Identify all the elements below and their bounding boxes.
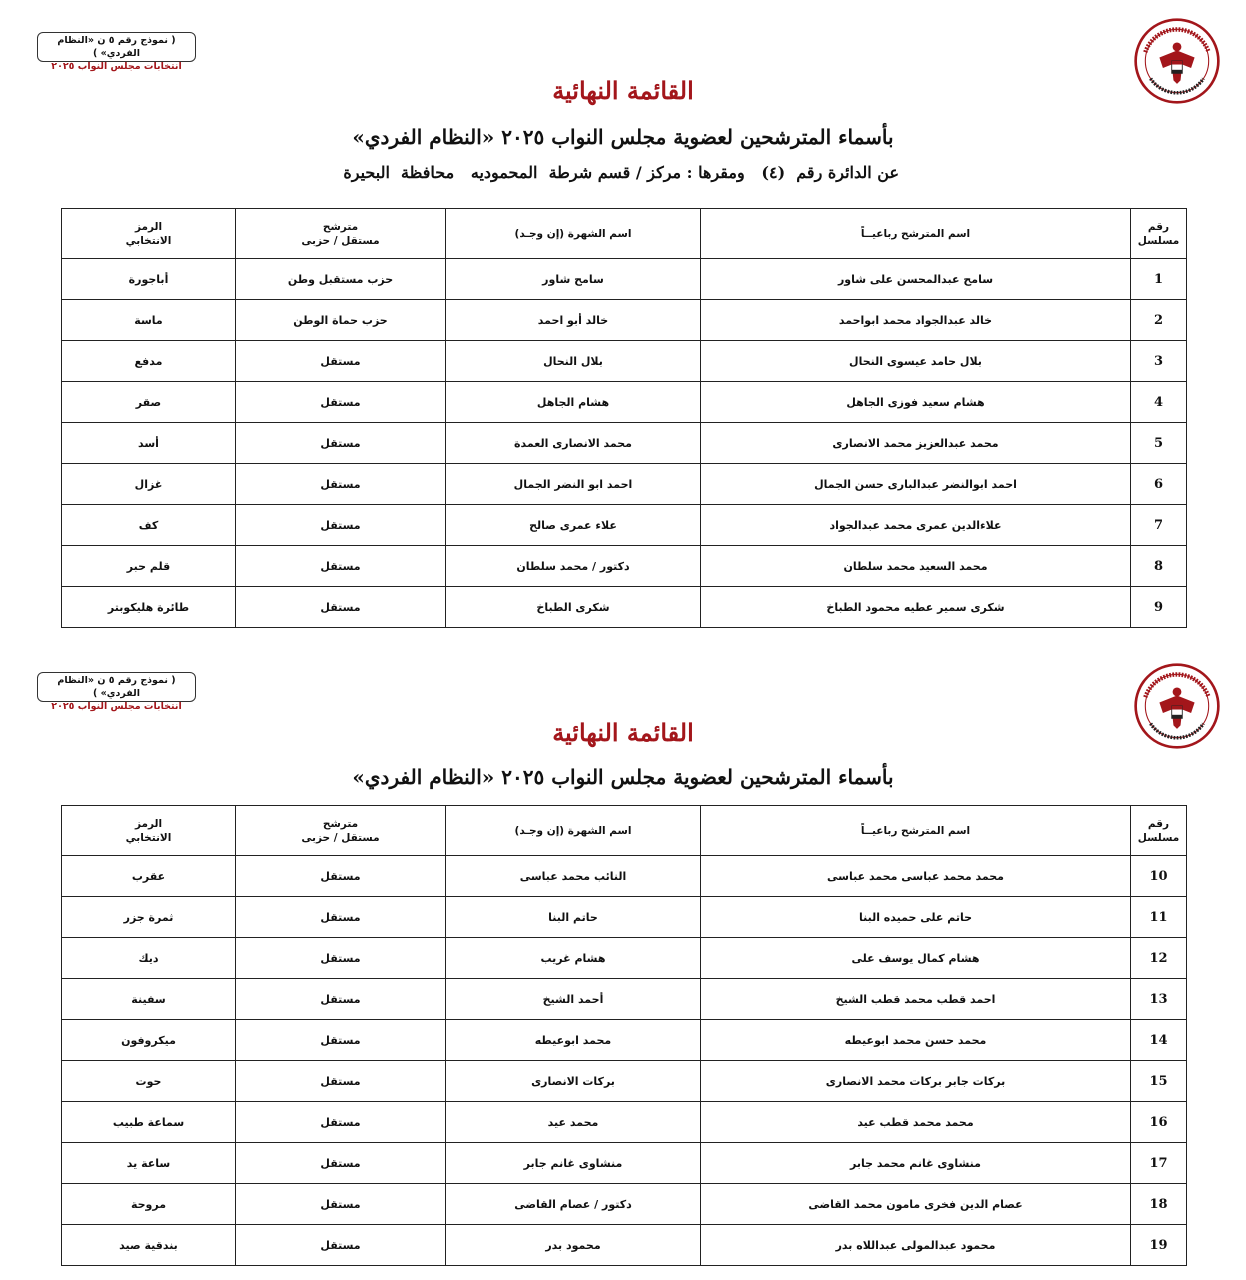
page-title: القائمة النهائية <box>552 76 694 105</box>
serial-cell: 8 <box>1131 546 1187 587</box>
fame-name-cell: محمد عيد <box>446 1102 701 1143</box>
serial-cell: 10 <box>1131 856 1187 897</box>
serial-cell: 17 <box>1131 1143 1187 1184</box>
candidate-type-cell: حزب حماة الوطن <box>236 300 446 341</box>
form-number-label: ( نموذج رقم ٥ ن «النظام الفردي» ) <box>57 35 176 59</box>
table-row <box>62 897 1187 938</box>
fame-name-cell: خالد أبو احمد <box>446 300 701 341</box>
district-info: عن الدائرة رقم (٤) ومقرها : مركز / قسم شرطة المحموديه محافظة البحيرة <box>343 163 899 182</box>
candidate-name-cell: علاءالدين عمرى محمد عبدالجواد <box>701 505 1131 546</box>
candidate-type-cell: مستقل <box>236 938 446 979</box>
electoral-symbol-cell: ماسة <box>62 300 236 341</box>
form-number-badge <box>37 672 196 712</box>
serial-cell: 18 <box>1131 1184 1187 1225</box>
candidate-type-cell: مستقل <box>236 1225 446 1266</box>
electoral-symbol-cell: أباجورة <box>62 259 236 300</box>
fame-name-cell: علاء عمرى صالح <box>446 505 701 546</box>
electoral-symbol-cell: ديك <box>62 938 236 979</box>
fame-name-cell: دكتور / محمد سلطان <box>446 546 701 587</box>
candidate-name-cell: شكرى سمير عطيه محمود الطباخ <box>701 587 1131 628</box>
header-candidate-type: مترشح مستقل / حزبى <box>236 209 446 259</box>
election-name-label: انتخابات مجلس النواب ٢٠٢٥ <box>51 61 182 72</box>
candidate-name-cell: هشام سعيد فوزى الجاهل <box>701 382 1131 423</box>
serial-cell: 19 <box>1131 1225 1187 1266</box>
table-header-row <box>62 209 1187 259</box>
table-row <box>62 546 1187 587</box>
electoral-symbol-cell: عقرب <box>62 856 236 897</box>
table-row <box>62 505 1187 546</box>
page-subtitle: بأسماء المترشحين لعضوية مجلس النواب ٢٠٢٥ «النظام الفردي» <box>352 125 894 149</box>
table-row <box>62 856 1187 897</box>
electoral-symbol-cell: ساعة يد <box>62 1143 236 1184</box>
fame-name-cell: بركات الانصارى <box>446 1061 701 1102</box>
table-row <box>62 1143 1187 1184</box>
candidate-name-cell: عصام الدين فخرى مامون محمد القاضى <box>701 1184 1131 1225</box>
table-row <box>62 341 1187 382</box>
fame-name-cell: بلال النحال <box>446 341 701 382</box>
candidate-name-cell: هشام كمال يوسف على <box>701 938 1131 979</box>
table-header-row <box>62 806 1187 856</box>
electoral-symbol-cell: قلم حبر <box>62 546 236 587</box>
serial-cell: 2 <box>1131 300 1187 341</box>
fame-name-cell: دكتور / عصام القاضى <box>446 1184 701 1225</box>
candidate-type-cell: حزب مستقبل وطن <box>236 259 446 300</box>
fame-name-cell: هشام الجاهل <box>446 382 701 423</box>
fame-name-cell: شكرى الطباخ <box>446 587 701 628</box>
serial-cell: 12 <box>1131 938 1187 979</box>
candidate-name-cell: منشاوى غانم محمد جابر <box>701 1143 1131 1184</box>
fame-name-cell: محمد ابوعيطه <box>446 1020 701 1061</box>
table-row <box>62 587 1187 628</box>
header-candidate-type: مترشح مستقل / حزبى <box>236 806 446 856</box>
candidate-name-cell: بركات جابر بركات محمد الانصارى <box>701 1061 1131 1102</box>
candidate-type-cell: مستقل <box>236 979 446 1020</box>
fame-name-cell: محمد الانصارى العمدة <box>446 423 701 464</box>
electoral-symbol-cell: أسد <box>62 423 236 464</box>
header-candidate-name: اسم المترشح رباعيــاً <box>701 806 1131 856</box>
electoral-symbol-cell: مدفع <box>62 341 236 382</box>
serial-cell: 5 <box>1131 423 1187 464</box>
table-row <box>62 938 1187 979</box>
candidate-name-cell: احمد قطب محمد قطب الشيخ <box>701 979 1131 1020</box>
electoral-symbol-cell: مروحة <box>62 1184 236 1225</box>
candidate-type-cell: مستقل <box>236 856 446 897</box>
header-electoral-symbol: الرمز الانتخابي <box>62 209 236 259</box>
electoral-symbol-cell: بندقية صيد <box>62 1225 236 1266</box>
fame-name-cell: محمود بدر <box>446 1225 701 1266</box>
serial-cell: 16 <box>1131 1102 1187 1143</box>
candidate-type-cell: مستقل <box>236 897 446 938</box>
serial-cell: 7 <box>1131 505 1187 546</box>
election-name-label: انتخابات مجلس النواب ٢٠٢٥ <box>51 701 182 712</box>
table-row <box>62 1102 1187 1143</box>
table-row <box>62 300 1187 341</box>
table-row <box>62 259 1187 300</box>
page-title: القائمة النهائية <box>552 718 694 747</box>
candidate-name-cell: سامح عبدالمحسن على شاور <box>701 259 1131 300</box>
table-row <box>62 1020 1187 1061</box>
header-fame-name: اسم الشهرة (إن وجـد) <box>446 209 701 259</box>
candidate-type-cell: مستقل <box>236 382 446 423</box>
header-fame-name: اسم الشهرة (إن وجـد) <box>446 806 701 856</box>
candidate-type-cell: مستقل <box>236 1102 446 1143</box>
electoral-symbol-cell: سماعة طبيب <box>62 1102 236 1143</box>
electoral-symbol-cell: غزال <box>62 464 236 505</box>
candidate-type-cell: مستقل <box>236 1020 446 1061</box>
electoral-symbol-cell: طائرة هليكوبتر <box>62 587 236 628</box>
electoral-symbol-cell: ثمرة جزر <box>62 897 236 938</box>
candidate-name-cell: محمود عبدالمولى عبداللاه بدر <box>701 1225 1131 1266</box>
candidate-name-cell: محمد عبدالعزيز محمد الانصارى <box>701 423 1131 464</box>
electoral-symbol-cell: ميكروفون <box>62 1020 236 1061</box>
candidate-name-cell: محمد محمد عباسى محمد عباسى <box>701 856 1131 897</box>
table-row <box>62 1184 1187 1225</box>
header-serial: رقم مسلسل <box>1131 806 1187 856</box>
candidate-name-cell: بلال حامد عيسوى النحال <box>701 341 1131 382</box>
fame-name-cell: النائب محمد عباسى <box>446 856 701 897</box>
candidate-name-cell: محمد السعيد محمد سلطان <box>701 546 1131 587</box>
page-subtitle: بأسماء المترشحين لعضوية مجلس النواب ٢٠٢٥ «النظام الفردي» <box>352 765 894 789</box>
serial-cell: 15 <box>1131 1061 1187 1102</box>
table-row <box>62 1061 1187 1102</box>
serial-cell: 3 <box>1131 341 1187 382</box>
candidate-type-cell: مستقل <box>236 423 446 464</box>
candidate-type-cell: مستقل <box>236 546 446 587</box>
serial-cell: 4 <box>1131 382 1187 423</box>
header-electoral-symbol: الرمز الانتخابي <box>62 806 236 856</box>
candidate-type-cell: مستقل <box>236 341 446 382</box>
fame-name-cell: سامح شاور <box>446 259 701 300</box>
candidates-table <box>61 208 1187 628</box>
candidate-name-cell: خالد عبدالجواد محمد ابواحمد <box>701 300 1131 341</box>
form-number-label: ( نموذج رقم ٥ ن «النظام الفردي» ) <box>57 675 176 699</box>
table-row <box>62 979 1187 1020</box>
electoral-symbol-cell: كف <box>62 505 236 546</box>
candidate-type-cell: مستقل <box>236 505 446 546</box>
candidates-table <box>61 805 1187 1266</box>
candidate-type-cell: مستقل <box>236 1184 446 1225</box>
table-row <box>62 423 1187 464</box>
serial-cell: 14 <box>1131 1020 1187 1061</box>
header-serial: رقم مسلسل <box>1131 209 1187 259</box>
candidate-type-cell: مستقل <box>236 464 446 505</box>
candidate-type-cell: مستقل <box>236 587 446 628</box>
table-row <box>62 382 1187 423</box>
candidate-type-cell: مستقل <box>236 1061 446 1102</box>
electoral-symbol-cell: صقر <box>62 382 236 423</box>
fame-name-cell: هشام غريب <box>446 938 701 979</box>
electoral-symbol-cell: حوت <box>62 1061 236 1102</box>
candidate-name-cell: احمد ابوالنضر عبدالبارى حسن الجمال <box>701 464 1131 505</box>
serial-cell: 1 <box>1131 259 1187 300</box>
electoral-symbol-cell: سفينة <box>62 979 236 1020</box>
header-candidate-name: اسم المترشح رباعيــاً <box>701 209 1131 259</box>
serial-cell: 6 <box>1131 464 1187 505</box>
fame-name-cell: احمد ابو النضر الجمال <box>446 464 701 505</box>
fame-name-cell: منشاوى غانم جابر <box>446 1143 701 1184</box>
table-row <box>62 464 1187 505</box>
table-row <box>62 1225 1187 1266</box>
candidate-name-cell: محمد محمد قطب عيد <box>701 1102 1131 1143</box>
serial-cell: 11 <box>1131 897 1187 938</box>
fame-name-cell: أحمد الشيخ <box>446 979 701 1020</box>
candidate-type-cell: مستقل <box>236 1143 446 1184</box>
candidate-name-cell: حاتم على حميده البنا <box>701 897 1131 938</box>
serial-cell: 13 <box>1131 979 1187 1020</box>
fame-name-cell: حاتم البنا <box>446 897 701 938</box>
candidate-name-cell: محمد حسن محمد ابوعيطه <box>701 1020 1131 1061</box>
form-number-badge <box>37 32 196 72</box>
serial-cell: 9 <box>1131 587 1187 628</box>
